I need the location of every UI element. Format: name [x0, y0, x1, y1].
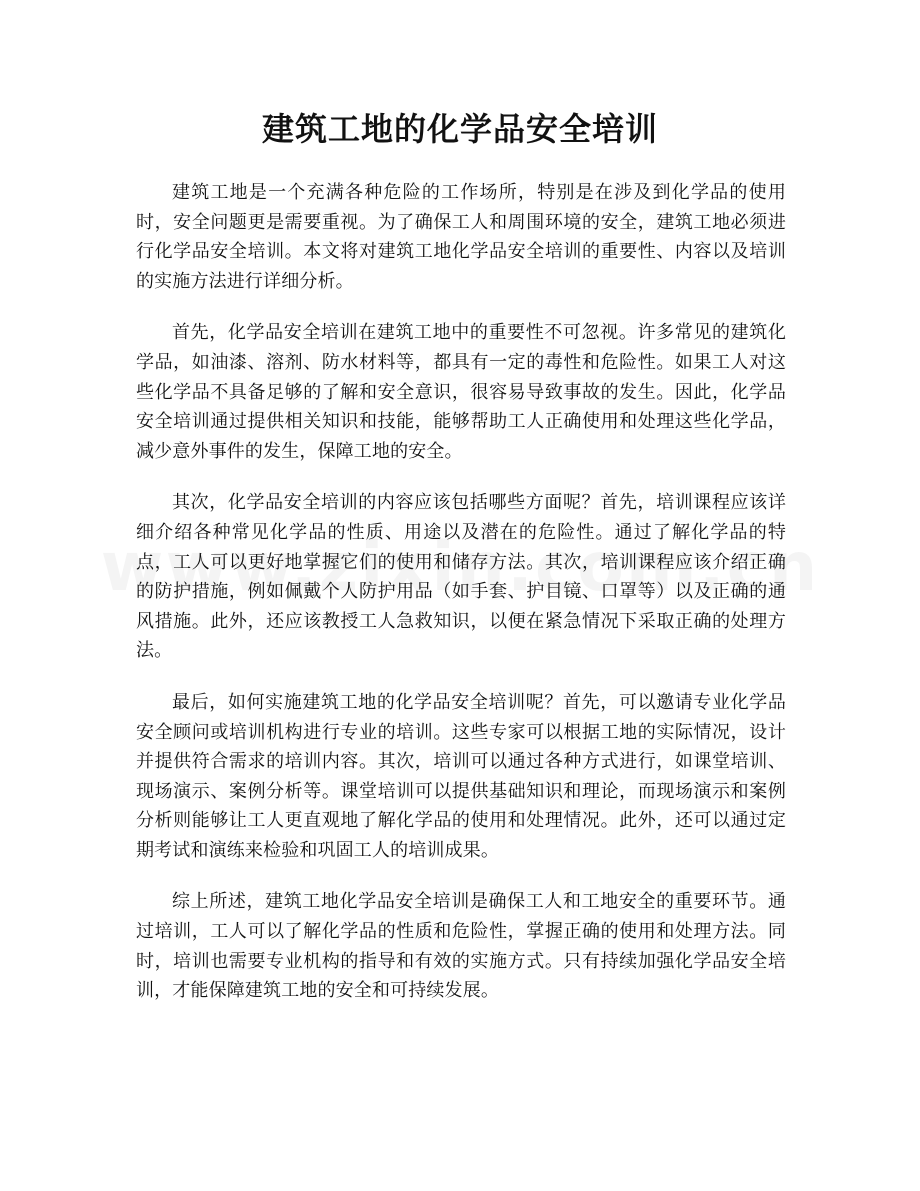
- document-body: [136, 178, 786, 1028]
- document-title: 建筑工地的化学品安全培训: [261, 110, 658, 148]
- paragraph-implementation: 最后，如何实施建筑工地的化学品安全培训呢？首先，可以邀请专业化学品安全顾问或培训机构进行专业的培训。这些专家可以根据工地的实际情况，设计并提供符合需求的培训内容。其次，培训可以通过各种方式进行，如课堂培训、现场演示、案例分析等。课堂培训可以提供基础知识和理论，而现场演示和案例分析则能够让工人更直观地了解化学品的使用和处理情况。此外，还可以通过定期考试和演练来检验和巩固工人的培训成果。: [136, 691, 786, 861]
- paragraph-content: 其次，化学品安全培训的内容应该包括哪些方面呢？首先，培训课程应该详细介绍各种常见化学品的性质、用途以及潜在的危险性。通过了解化学品的特点，工人可以更好地掌握它们的使用和储存方法。其次，培训课程应该介绍正确的防护措施，例如佩戴个人防护用品（如手套、护目镜、口罩等）以及正确的通风措施。此外，还应该教授工人急救知识，以便在紧急情况下采取正确的处理方法。: [136, 492, 786, 662]
- paragraph-conclusion: 综上所述，建筑工地化学品安全培训是确保工人和工地安全的重要环节。通过培训，工人可以了解化学品的性质和危险性，掌握正确的使用和处理方法。同时，培训也需要专业机构的指导和有效的实施方式。只有持续加强化学品安全培训，才能保障建筑工地的安全和可持续发展。: [136, 891, 786, 1002]
- paragraph-intro: 建筑工地是一个充满各种危险的工作场所，特别是在涉及到化学品的使用时，安全问题更是需要重视。为了确保工人和周围环境的安全，建筑工地必须进行化学品安全培训。本文将对建筑工地化学品安全培训的重要性、内容以及培训的实施方法进行详细分析。: [136, 182, 786, 292]
- paragraph-importance: 首先，化学品安全培训在建筑工地中的重要性不可忽视。许多常见的建筑化学品，如油漆、溶剂、防水材料等，都具有一定的毒性和危险性。如果工人对这些化学品不具备足够的了解和安全意识，很容易导致事故的发生。因此，化学品安全培训通过提供相关知识和技能，能够帮助工人正确使用和处理这些化学品，减少意外事件的发生，保障工地的安全。: [136, 322, 786, 462]
